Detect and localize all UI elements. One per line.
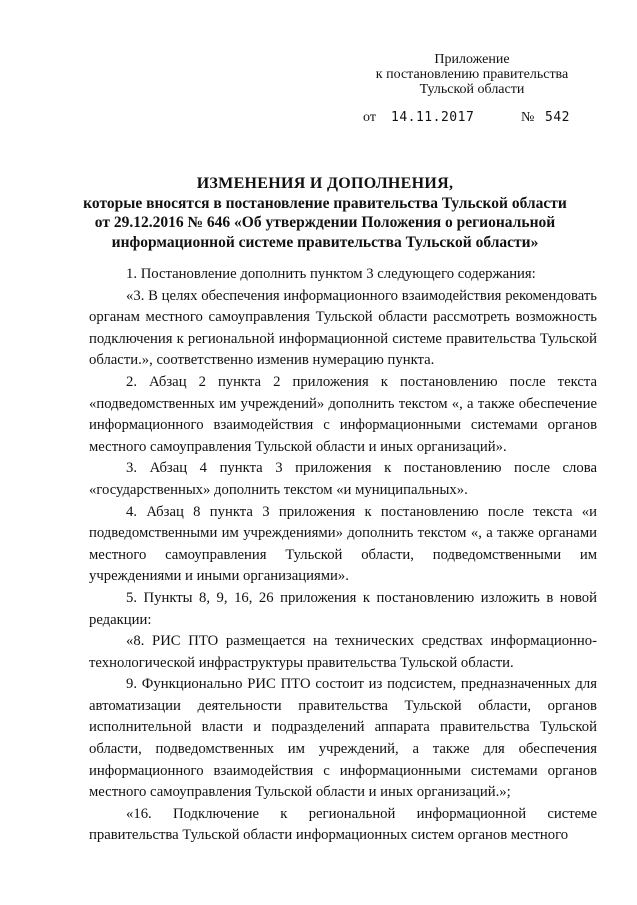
attachment-line-2: к постановлению правительства bbox=[375, 67, 569, 82]
paragraph: «8. РИС ПТО размещается на технических средствах информационно-технологической инфраструктуры правительства Тульской области. bbox=[89, 633, 597, 671]
paragraph: 2. Абзац 2 пункта 2 приложения к постановлению после текста «подведомственных им учреждений» дополнить текстом «, а также обеспечение информационного взаимодействия с информационными системами органов местного самоуправления Тульской области и иных организаций». bbox=[89, 373, 597, 455]
paragraph: 4. Абзац 8 пункта 3 приложения к постановлению после текста «и подведомственными им учреждениями» дополнить текстом «, а также органами местного самоуправления Тульской области, подведомственными им учреждениями и иными организациями». bbox=[89, 503, 597, 585]
paragraph: «3. В целях обеспечения информационного взаимодействия рекомендовать органам местного самоуправления Тульской области рассмотреть возможность подключения к региональной информационной системе правительства Тульской области.», соответственно изменив нумерацию пункта. bbox=[89, 287, 597, 369]
number-prefix: № bbox=[521, 110, 535, 125]
paragraph: «16. Подключение к региональной информационной системе правительства Тульской области информационных систем органов местного bbox=[89, 805, 597, 844]
attachment-header bbox=[362, 52, 582, 97]
paragraph: 3. Абзац 4 пункта 3 приложения к постановлению после слова «государственных» дополнить текстом «и муниципальных». bbox=[89, 460, 597, 498]
title-line-4: информационной системе правительства Тульской области» bbox=[111, 233, 539, 251]
document-body bbox=[89, 264, 597, 847]
title-line-2: которые вносятся в постановление правительства Тульской области bbox=[83, 194, 567, 212]
date-prefix: от bbox=[363, 110, 376, 125]
paragraph: 5. Пункты 8, 9, 16, 26 приложения к постановлению изложить в новой редакции: bbox=[89, 589, 597, 628]
attachment-line-3: Тульской области bbox=[419, 82, 525, 97]
title-heading: ИЗМЕНЕНИЯ И ДОПОЛНЕНИЯ, bbox=[196, 175, 454, 192]
title-line-3: от 29.12.2016 № 646 «Об утверждении Положения о региональной bbox=[94, 214, 556, 231]
document-title bbox=[80, 174, 570, 252]
paragraph: 1. Постановление дополнить пунктом 3 следующего содержания: bbox=[126, 266, 536, 282]
paragraph: 9. Функционально РИС ПТО состоит из подсистем, предназначенных для автоматизации деятельности правительства Тульской области, органов исполнительной власти и подразделений аппарата правительства Тульской области, подведомственных им учреждений, а также для обеспечения информационного взаимодействия с информационными системами органов местного самоуправления Тульской области и иных организаций.»; bbox=[89, 676, 597, 801]
document-date-number bbox=[363, 110, 583, 128]
document-date: 14.11.2017 bbox=[391, 110, 475, 125]
document-number: 542 bbox=[545, 110, 570, 125]
attachment-line-1: Приложение bbox=[434, 52, 510, 67]
